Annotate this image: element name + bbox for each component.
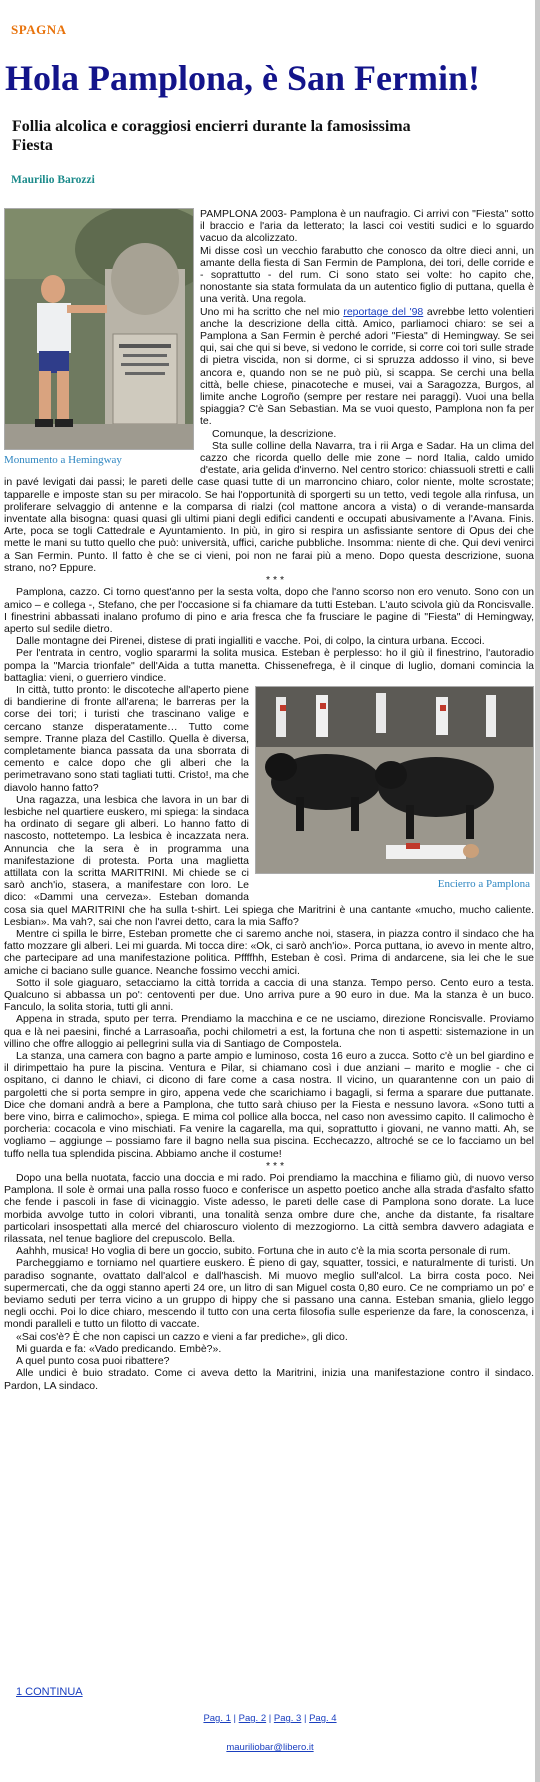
pagination — [0, 1713, 540, 1724]
pagination-separator: | — [230, 1713, 239, 1724]
paragraph: Appena in strada, sputo per terra. Prendiamo la macchina e ce ne usciamo, direzione Roncisvalle. Proviamo qua e là nei paesini, finché a Larrasoaña, pochi chilometri a est, la fortuna che non ti aspetti: sistemazione in un villino che offre alloggio ai pellegrini sulla via di Santiago de Compostela. — [4, 1013, 534, 1050]
paragraph: Sta sulle colline della Navarra, tra i rii Arga e Sadar. Ha un clima del cazzo che ricorda quello delle mie zone – nord Italia, caldo umido d'estate, aria gelida d'inverno. Nel centro storico: chiassuoli stretti e calli in pavé levigati dai passi; le pareti delle case quasi tutte di un marroncino chiaro, color niente, molte scrostate; tapparelle e imposte stan su per miracolo. Se hai l'opportunità di sporgerti su un tetto, vedi tegole alla rinfusa, un proliferare selvaggio di antenne e la comparsa di rialzi (col mattone ancora a vista) o di verande-mansarda inventate alla bisogna: quasi quasi gli ultimi piani degli edifici candenti e occupati abusivamente a l'Avana. Finis. Arte, poca se togli Cattedrale e Ayuntamiento. In più, in giro si respira un asfissiante sentore di Opus dei che mette le mani su tutto quello che può: università, uffici, cariche pubbliche. Insomma: niente di che. Qui devi venirci a San Fermin. Punto. Il fatto è che se ci vieni, poi non ne farai più a meno. Dopo questa descrizione, suona strano, no? Eppure. — [4, 439, 534, 574]
image-caption-hemingway: Monumento a Hemingway — [4, 454, 122, 466]
author-byline: Maurilio Barozzi — [11, 174, 95, 186]
paragraph: In città, tutto pronto: le discoteche all'aperto piene di bandierine di fronte all'arena; le barreras per la corse dei tori; i turisti che trascinano valige e cercano stanze disperatamente… Tutto come sempre. Tranne plaza del Castillo. Quella è diversa, completamente bianca passata da una sborrata di cemento e calce dopo che gli alberi che la perimetravano sono stati tagliati tutti. Cristo!, ma che diavolo hanno fatto? — [4, 683, 249, 794]
section-label: SPAGNA — [11, 22, 67, 37]
paragraph: avrebbe letto volentieri anche la descrizione della città. Amico, parliamoci chiaro: se sei a Pamplona a San Fermin è perché adori "Fiesta" di Hemingway. Se sei qui, sai che qui si beve, si vedono le corride, si corre coi tori sulle strade di pietra viscida, non si dorme, ci si spruzza addosso il vino, si beve ancora e, quando non se ne può più, si scappa. Se cerchi una bella città, belle chiese, pinacoteche e musei, vai a Saragozza, Burgos, al limite anche Logroño (sempre per restare nei paraggi). Vuoi una bella spiaggia? C'è San Sebastian. Ma se vuoi questo, Pamplona non fa per te. — [200, 305, 534, 428]
image-caption-encierro: Encierro a Pamplona — [437, 877, 530, 890]
pagination-separator: | — [266, 1713, 274, 1724]
paragraph: Comunque, la descrizione. — [212, 427, 337, 440]
encierro-photo-block — [255, 686, 534, 891]
paragraph: Aahhh, musica! Ho voglia di bere un goccio, subito. Fortuna che in auto c'è la mia scorta personale di rum. — [16, 1245, 511, 1258]
hemingway-monument-image — [4, 208, 194, 450]
reportage-98-link[interactable]: reportage del '98 — [343, 305, 424, 318]
paragraph: Per l'entrata in centro, voglio spararmi la solita musica. Esteban è perplesso: ho il giù il finestrino, l'autoradio pompa la "Marcia trionfale" dell'Aida a tutta manetta. Chissenefrega, è il cinque di luglio, domani comincia la battaglia: vieni, o guerriero vindice. — [4, 647, 534, 684]
page-link-4[interactable]: Pag. 4 — [309, 1713, 337, 1724]
paragraph: PAMPLONA 2003- Pamplona è un naufragio. Ci arrivi con "Fiesta" sotto il braccio e l'aria da letterato; la lasci coi vestiti sudici e lo sguardo vacuo da alcolizzato. — [200, 208, 534, 245]
paragraph: Mi disse così un vecchio farabutto che conosco da oltre dieci anni, un amante della fiesta di San Fermin de Pamplona, dei tori, delle corride e - soprattutto - del rum. Ci sono stato sei volte: ho capito che, nonostante sia stata formulata da un autentico figlio di puttana, quella è una verità. Una regola. — [200, 244, 534, 306]
article-title: Hola Pamplona, è San Fermin! — [5, 58, 480, 98]
hemingway-photo-block — [4, 208, 194, 470]
paragraph: Pamplona, cazzo. Ci torno quest'anno per la sesta volta, dopo che l'anno scorso non ero venuto. Sono con un amico – e collega -, Stefano, che per l'occasione si fa chiamare da tutti Esteban. L'auto scivola giù da Roncisvalle. I finestrini abbassati inalano profumo di pino e aria fresca che fa frusciare le pagine di "Fiesta" di Hemingway, aperto sul sedile dietro. — [4, 586, 534, 635]
paragraph: Parcheggiamo e torniamo nel quartiere euskero. È pieno di gay, squatter, tossici, e naturalmente di turisti. Un paradiso sognante, ovattato dall'alcol e dall'hascish. Mi muovo meglio sull'alcol. La birra costa poco. Nei supermercati, che da oggi stanno aperti 24 ore, un litro di san Miguel costa 0,80 euro. Ce ne compriamo un po' e beviamo seduti per terra vicino a un gruppo di hippy che si passano una canna. Esteban smania, glielo leggo negli occhi. Poi lo dice chiaro, mescendo il tutto con una certa filosofia sulle esperienze da fare, la conoscenza, i mondi paralleli e tutto un filotto di vaccate. — [4, 1257, 534, 1331]
section-separator: * * * — [265, 574, 285, 587]
paragraph: La stanza, una camera con bagno a parte ampio e luminoso, costa 16 euro a zucca. Sotto c'è un bel giardino e il dirimpettaio ha pure la piscina. Ventura e Pilar, si chiamano così i due anziani – marito e moglie - che ci ospitano, ci danno le chiavi, ci dicono di fare come a casa nostra. Il vicino, un quarantenne con un paio di pargoletti che si porta sempre in giro, appena vede che scarichiamo i bagagli, si ferma a sparare due puttanate. Dice che domani andrà a bere a Pamplona, che tutto sarà chiuso per la Fiesta e nessuno lavora. «Sono tutti a bere vino, birra e calimocho», spiega. E mima col pollice alla bocca, nel caso non avessimo capito. Il calimocho è porcheria: cocacola e vino mischiati. Fa venire la cagarella, ma qui, soprattutto i giovani, ne vanno matti. Ah, se vogliamo – aggiunge – possiamo fare il bagno nella sua piscina. Ecchecazzo, altroché se ce lo facciamo un bel tuffo nella tua splendida piscina. Abbiamo anche il costume! — [4, 1050, 534, 1160]
paragraph: Una ragazza, una lesbica che lavora in un bar di lesbiche nel quartiere euskero, mi spiega: la sindaca ha ordinato di segare gli alberi. Lo hanno fatto di nascosto, nottetempo. La lesbica è incazzata nera. Annuncia che la sera è in programma una manifestazione di protesta. Porta una maglietta attillata con la scritta MARITRINI. Mi chiede se ci sarò anch'io, stasera, a manifestare con loro. Le dico: «Dammi una cerveza». Esteban domanda cosa sia quel MARITRINI che ha sulla t-shirt. Lei spiega che Maritrini è una cantante «mucho, mucho caliente. Lesbian». Ma vah?, sai che non l'avrei detto, cara la mia Saffo? — [4, 793, 534, 928]
paragraph: Mentre ci spilla le birre, Esteban promette che ci saremo anche noi, stasera, in piazza contro il sindaco che ha fatto mozzare gli alberi. Lei mi guarda. Mi tocca dire: «Ok, ci sarò anch'io». Porca puttana, io avevo in mente altro, che partecipare ad una manifestazione politica. Pffffhh, Esteban è così. Prima di andarcene, sia lei che le sue amiche ci baciano sulle guance. Neanche fossimo vecchi amici. — [4, 927, 534, 977]
page-link-2[interactable]: Pag. 2 — [238, 1713, 267, 1724]
paragraph: Sotto il sole giaguaro, setacciamo la città torrida a caccia di una stanza. Tempo perso. Cento euro a testa. Qualcuno si abbassa un po': centoventi per due. Uno arriva pure a 90 euro in due. Ma la stanza è un buco. Fanculo, la solita storia, tutti gli anni. — [4, 976, 534, 1014]
article-body — [4, 208, 534, 1392]
paragraph: Alle undici è buio stradato. Come ci aveva detto la Maritrini, inizia una manifestazione contro il sindaco. Pardon, LA sindaco. — [4, 1367, 534, 1392]
paragraph: «Sai cos'è? È che non capisci un cazzo e vieni a far prediche», gli dico. — [16, 1330, 348, 1343]
encierro-image — [255, 686, 534, 874]
page-link-1[interactable]: Pag. 1 — [203, 1713, 231, 1724]
continue-link[interactable]: 1 CONTINUA — [16, 1686, 83, 1698]
page-link-3[interactable]: Pag. 3 — [273, 1713, 302, 1724]
scrollbar[interactable] — [535, 0, 540, 1782]
paragraph: Uno mi ha scritto che nel mio — [200, 305, 344, 318]
author-email-link[interactable]: mauriliobar@libero.it — [226, 1742, 314, 1753]
paragraph: Mi guarda e fa: «Vado predicando. Embè?». — [16, 1342, 222, 1355]
paragraph: A quel punto cosa puoi ribattere? — [16, 1355, 170, 1368]
paragraph: Dopo una bella nuotata, faccio una doccia e mi rado. Poi prendiamo la macchina e filiamo giù, di nuovo verso Pamplona. Il sole è ormai una palla rosso fuoco e conferisce un aspetto poetico anche alla strada d'asfalto sfatto che fende i pascoli in fase di vicinaggio. Viste adesso, le pareti delle case di Pamplona sono dorate. La luce morbida avvolge tutto in colori vibranti, una tonalità senza ombre dure che, anche da distante, fa risaltare particolari insospettati alla mercé del chiaroscuro violento di mezzogiorno. La città sembra davvero adagiata e rilassata, nel tenue bagliore del crepuscolo. Bella. — [4, 1172, 534, 1246]
paragraph: Dalle montagne dei Pirenei, distese di prati ingialliti e vacche. Poi, di colpo, la cintura urbana. Eccoci. — [16, 635, 485, 648]
pagination-separator: | — [301, 1713, 310, 1724]
section-separator: * * * — [265, 1159, 285, 1172]
article-subtitle: Follia alcolica e coraggiosi encierri durante la famosissima Fiesta — [12, 118, 411, 154]
